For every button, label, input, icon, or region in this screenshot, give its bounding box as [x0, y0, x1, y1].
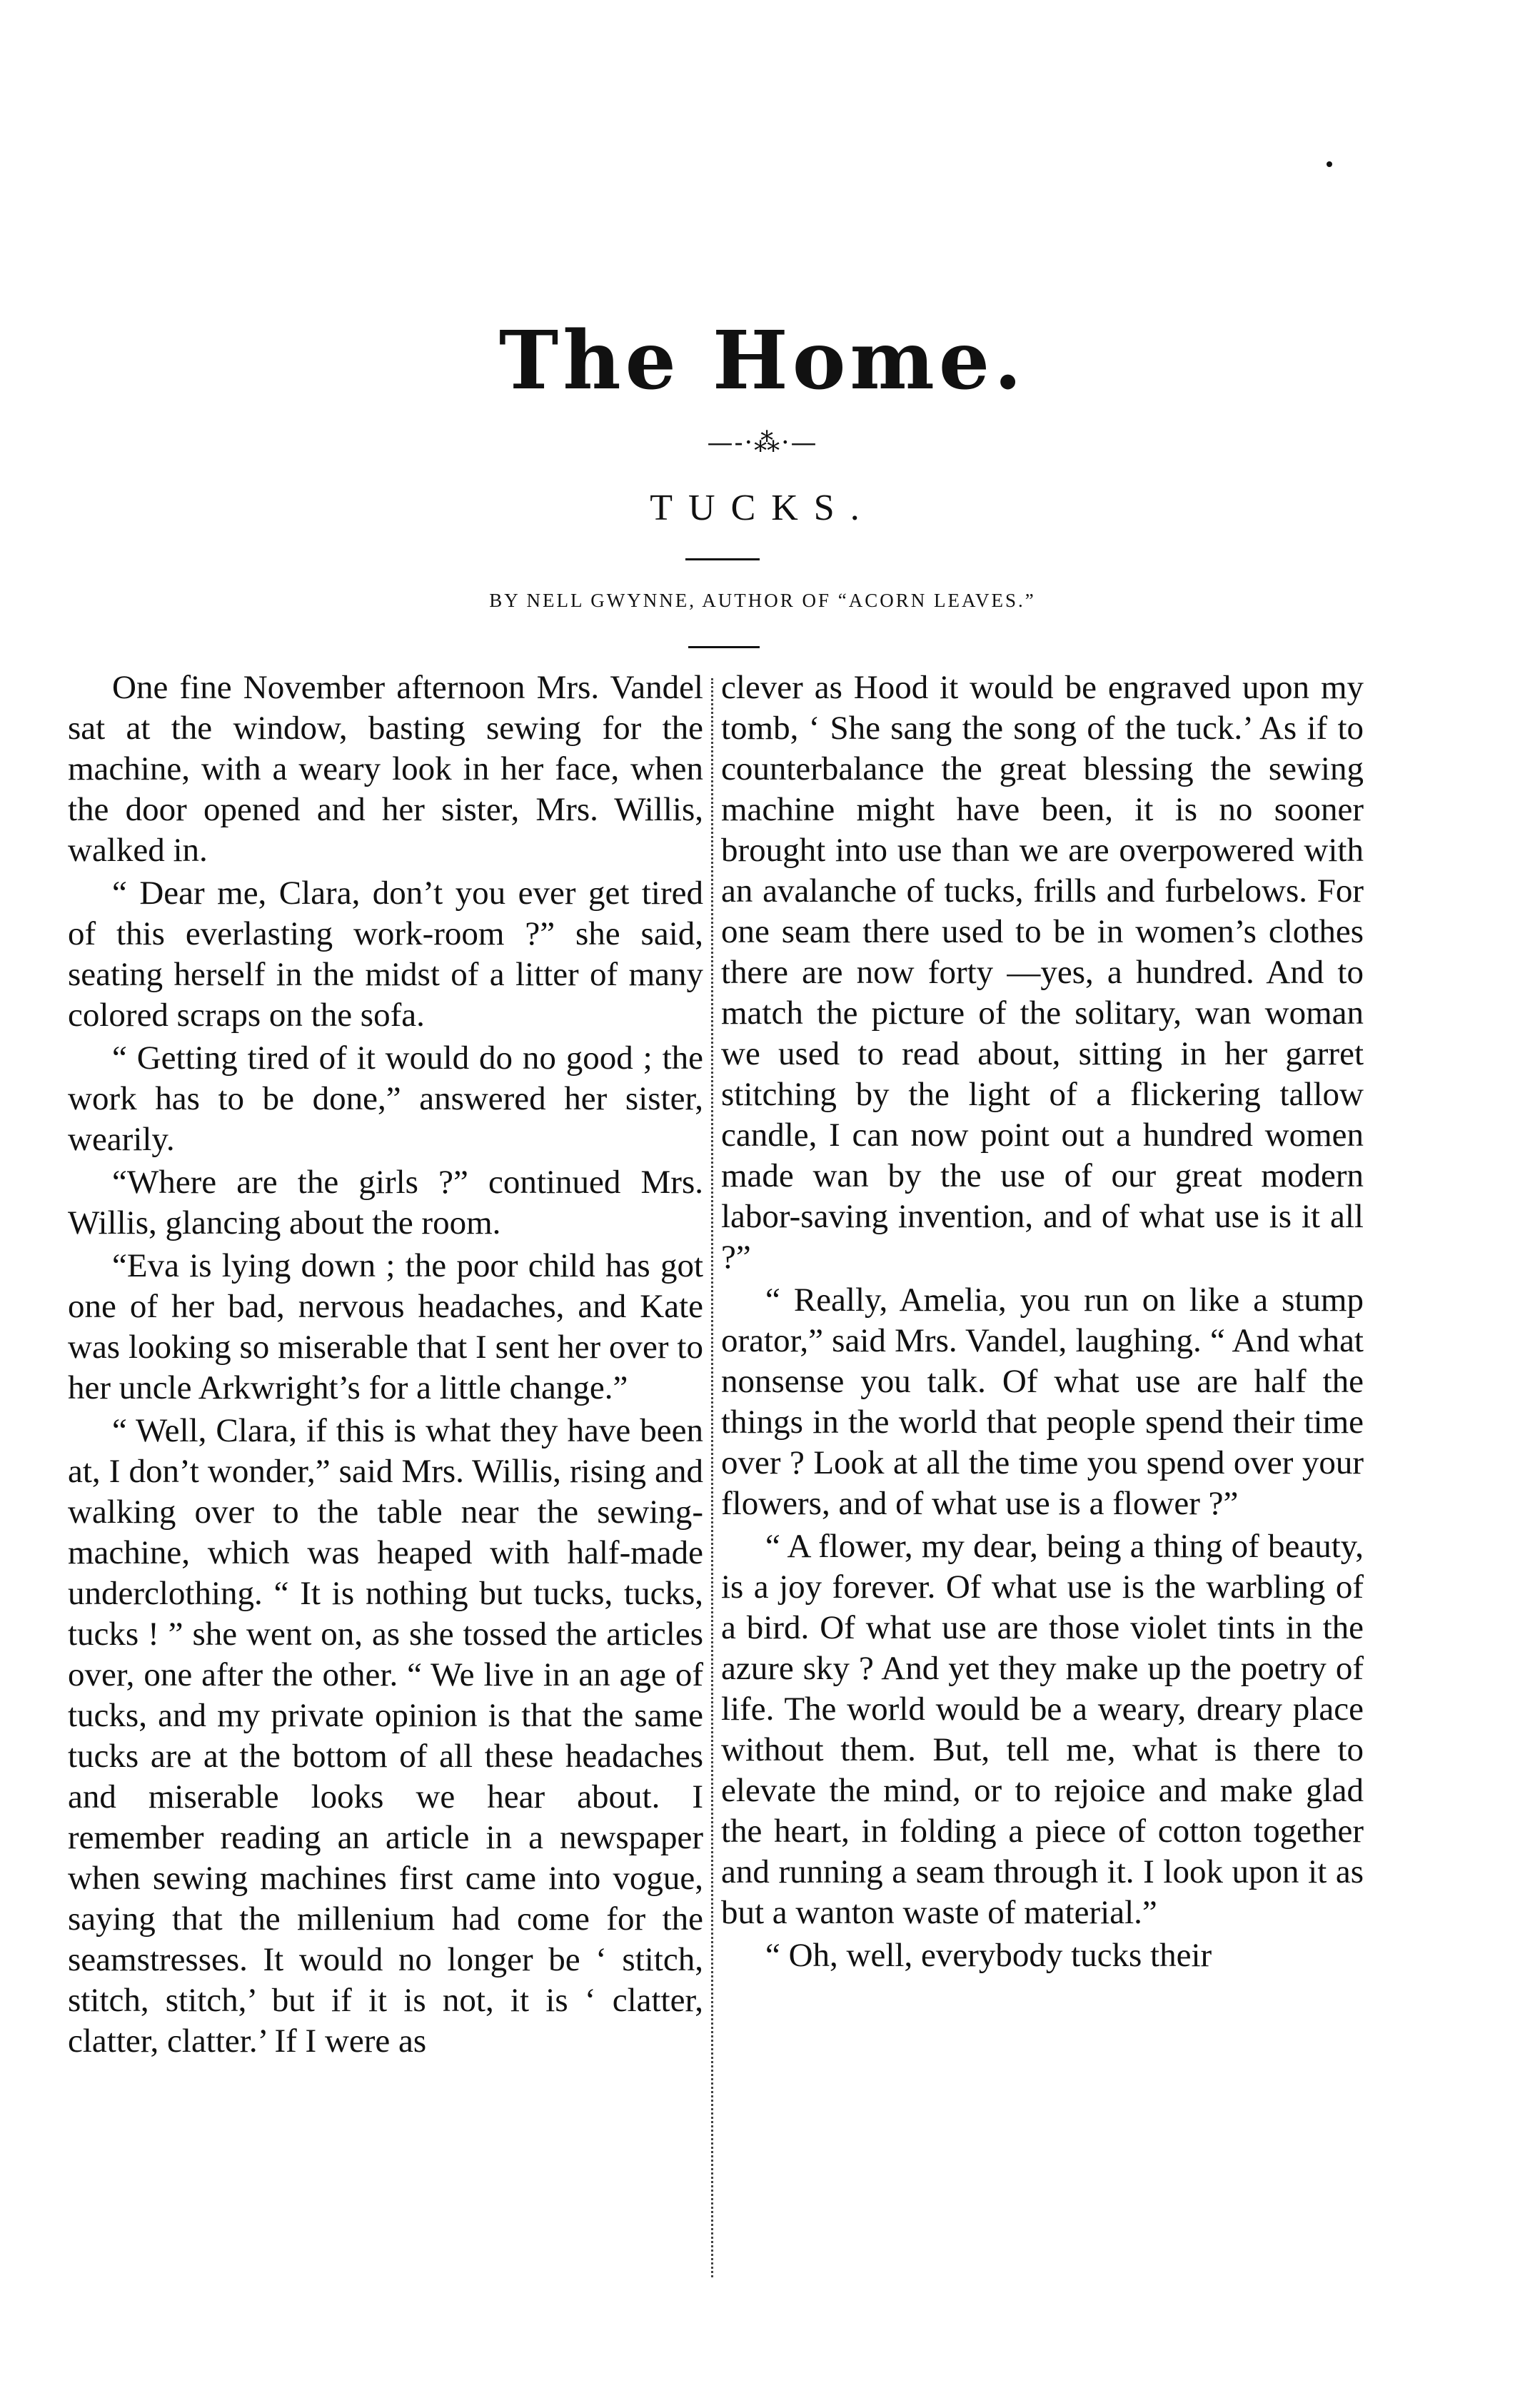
title-rule — [685, 558, 760, 560]
paragraph: “Eva is lying down ; the poor child has got one of her bad, nervous headaches, and Kate was looking so miserable that I sent her over to her uncle Arkwright’s for a little change.” — [68, 1247, 703, 1406]
ornament-divider: —-·⁂·— — [707, 428, 818, 458]
paragraph: clever as Hood it would be engraved upon my tomb, ‘ She sang the song of the tuck.’ As if to counterbalance the great blessing the sewing machine might have been, it is no sooner brought into use than we are overpowered with an avalanche of tucks, frills and furbelows. For one seam there used to be in women’s clothes there are now forty —yes, a hundred. And to match the picture of the solitary, wan woman we used to read about, sitting in her garret stitching by the light of a flickering tallow candle, I can now point out a hundred women made wan by the use of our great modern labor-saving invention, and of what use is it all ?” — [721, 669, 1364, 1276]
article-title: TUCKS. — [650, 488, 875, 528]
speck-mark — [1327, 161, 1332, 167]
section-masthead: The Home. — [498, 314, 1027, 408]
paragraph: “ Getting tired of it would do no good ; the work has to be done,” answered her sister, wearily. — [68, 1039, 703, 1158]
paragraph: “ Oh, well, everybody tucks their — [765, 1937, 1212, 1974]
paragraph: One fine November afternoon Mrs. Vandel sat at the window, basting sewing for the machine, with a weary look in her face, when the door opened and her sister, Mrs. Willis, walked in. — [68, 669, 703, 869]
article-byline: BY NELL GWYNNE, AUTHOR OF “ACORN LEAVES.” — [489, 590, 1036, 611]
left-column — [68, 668, 703, 2064]
paragraph: “ Really, Amelia, you run on like a stump orator,” said Mrs. Vandel, laughing. “ And what nonsense you talk. Of what use are half the things in the world that people spend their time over ? Look at all the time you spend over your flowers, and of what use is a flower ?” — [721, 1281, 1364, 1522]
column-divider — [711, 678, 713, 2277]
paragraph: “ Well, Clara, if this is what they have been at, I don’t wonder,” said Mrs. Willis, rising and walking over to the table near the sewing-machine, which was heaped with half-made underclothing. “ It is nothing but tucks, tucks, tucks ! ” she went on, as she tossed the articles over, one after the other. “ We live in an age of tucks, and my private opinion is that the same tucks are at the bottom of all these headaches and miserable looks we hear about. I remember reading an article in a newspaper when sewing machines first came into vogue, saying that the millenium had come for the seamstresses. It would no longer be ‘ stitch, stitch, stitch,’ but if it is not, it is ‘ clatter, clatter, clatter.’ If I were as — [68, 1412, 703, 2060]
paragraph: “Where are the girls ?” continued Mrs. Willis, glancing about the room. — [68, 1164, 703, 1241]
paragraph: “ A flower, my dear, being a thing of beauty, is a joy forever. Of what use is the warbling of a bird. Of what use are those violet tints in the azure sky ? And yet they make up the poetry of life. The world would be a weary, dreary place without them. But, tell me, what is there to elevate the mind, or to rejoice and make glad the heart, in folding a piece of cotton together and running a seam through it. I look upon it as but a wanton waste of material.” — [721, 1528, 1364, 1931]
paragraph: “ Dear me, Clara, don’t you ever get tired of this everlasting work-room ?” she said, seating herself in the midst of a litter of many colored scraps on the sofa. — [68, 875, 703, 1034]
right-column — [721, 668, 1364, 1978]
byline-rule — [688, 646, 760, 648]
